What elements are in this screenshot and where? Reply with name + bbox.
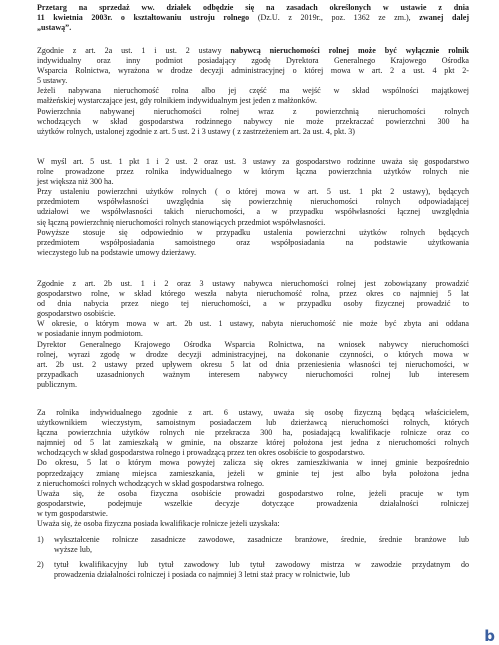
- text-line: małżeńskiej wystarczające jest, gdy rolnikiem indywidualnym jest jeden z małżonków.: [37, 96, 317, 106]
- text-line: wieczystego lub na podstawie umowy dzierżawy.: [37, 247, 197, 257]
- text-line: w posiadanie innym podmiotom.: [37, 329, 143, 339]
- text-line: gospodarstwo rolne, w skład którego weszła nabyta nieruchomość rolna, przez okres co najmniej 5 lat: [37, 289, 469, 299]
- text-line: gospodarstwo osobiście.: [37, 309, 116, 319]
- text-line: prowadzenia działalności rolniczej i posiada co najmniej 3 letni staż pracy w rolnictwie, lub: [54, 570, 350, 580]
- text-line: indywidualny oraz inny podmiot posiadający zgodę Dyrektora Generalnego Krajowego Ośrodka: [37, 56, 469, 66]
- text-line: Powierzchnia nabywanej nieruchomości rolnej wraz z powierzchnią nieruchomości rolnych: [37, 106, 469, 116]
- text-line: użytkownikiem wieczystym, samoistnym posiadaczem lub dzierżawcą nieruchomości rolnych, których: [37, 418, 469, 428]
- text-line: łączna powierzchnia użytków rolnych nie przekracza 300 ha, posiadającą kwalifikacje rolnicze oraz co: [37, 428, 469, 438]
- text-line: publicznym.: [37, 379, 78, 389]
- text-line: poprzedzający zmianę miejsca zamieszkania, jeżeli w gminie tej jest albo była położona jedna: [37, 468, 469, 478]
- text-line: z nieruchomości rolnych wchodzących w skład gospodarstwa rolnego.: [37, 478, 265, 488]
- text-line: jest większa niż 300 ha.: [37, 177, 114, 187]
- text-line: przedmiotem współwłasności uwzględnia się powierzchnię nieruchomości rolnych odpowiadającej: [37, 197, 469, 207]
- text-line: przedmiotem współposiadania samoistnego oraz współposiadania na podstawie użytkowania: [37, 237, 469, 247]
- text-line: wchodzących w skład gospodarstwa rolnego i prowadzącą przez ten okres osobiście to gospodarstwo.: [37, 448, 365, 458]
- text-line: art. 2b ust. 2 ustawy przed upływem okresu 5 lat od dnia przeniesienia własności tej nieruchomości, w: [37, 359, 469, 369]
- list-number: 2): [37, 560, 44, 569]
- text-line: Uważa się, że osoba fizyczna posiada kwalifikacje rolnicze jeżeli uzyskała:: [37, 519, 280, 529]
- text-line: 5 ustawy.: [37, 76, 68, 86]
- text-line: tytuł kwalifikacyjny lub tytuł zawodowy lub tytuł zawodowy mistrza w zawodzie przydatnym do: [54, 560, 469, 569]
- text-line: Uważa się, że osoba fizyczna osobiście prowadzi gospodarstwo rolne, jeżeli pracuje w tym: [37, 488, 469, 498]
- text-line: Powyższe stosuje się odpowiednio w przypadku ustalenia powierzchni użytków rolnych będących: [37, 227, 469, 237]
- text-line: Przetarg na sprzedaż ww. działek odbędzie się na zasadach określonych w ustawie z dnia: [37, 3, 469, 12]
- text-line: Dyrektor Generalnego Krajowego Ośrodka Wsparcia Rolnictwa, na wniosek nabywcy nieruchomości: [37, 339, 469, 349]
- paragraph-obligations: [37, 279, 469, 390]
- text-line: rolne prowadzone przez rolnika indywidualnego w którym łączna powierzchnia użytków rolnych nie: [37, 167, 469, 177]
- text-line: 11 kwietnia 2003r. o kształtowaniu ustroju rolnego (Dz.U. z 2019r., poz. 1362 ze zm.), zwanej dalej: [37, 13, 470, 23]
- text-line: Przy ustaleniu powierzchni użytków rolnych ( o której mowa w art. 5 ust. 1 pkt 2 ustawy), będących: [37, 187, 469, 197]
- text-line: W okresie, o którym mowa w art. 2b ust. 1 ustawy, nabyta nieruchomość nie może być zbyta ani oddana: [37, 319, 469, 329]
- text-line: Zgodnie z art. 2b ust. 1 i 2 oraz 3 ustawy nabywca nieruchomości rolnej jest zobowiązany prowadzić: [37, 279, 469, 288]
- text-line: W myśl art. 5 ust. 1 pkt 1 i 2 ust. 2 oraz ust. 3 ustawy za gospodarstwo rodzinne uważa się gospodarstwo: [37, 157, 469, 166]
- intro-paragraph: [37, 3, 469, 33]
- text-line: udziałowi we współwłasności takich nieruchomości, a w przypadku współwłasności łącznej uwzględnia: [37, 207, 469, 217]
- text-line: użytków rolnych, ustalonej zgodnie z art. 5 ust. 2 i 3 ustawy ( z zastrzeżeniem art. 2a ust. 4, pkt. 3): [37, 126, 355, 136]
- paragraph-individual-farmer: [37, 408, 469, 529]
- text-line: wykształcenie rolnicze zasadnicze zawodowe, zasadnicze branżowe, średnie, średnie branżowe lub: [54, 535, 469, 544]
- text-line: od dnia nabycia przez niego tej nieruchomości, a w przypadku osoby fizycznej prowadzić to: [37, 299, 469, 309]
- text-line: wchodzących w skład gospodarstwa rodzinnego nabywcy nie może przekraczać powierzchni 300 ha: [37, 116, 469, 126]
- corner-mark: b: [484, 626, 495, 645]
- paragraph-eligibility: [37, 46, 469, 137]
- paragraph-family-farm: [37, 157, 469, 258]
- text-line: przypadkach uzasadnionych ważnym interesem nabywcy nieruchomości rolnej lub interesem: [37, 369, 469, 379]
- text-line: Za rolnika indywidualnego zgodnie z art. 6 ustawy, uważa się osobę fizyczną będącą właścicielem,: [37, 408, 469, 417]
- text-line: Wsparcia Rolnictwa, wyrażona w drodze decyzji administracyjnej o której mowa w art. 2 a ust. 4 pkt 2-: [37, 66, 469, 76]
- list-number: 1): [37, 535, 44, 544]
- text-line: rolnej, wyrazi zgodę w drodze decyzji administracyjnej, na dokonanie czynności, o których mowa w: [37, 349, 469, 359]
- text-line: Jeżeli nabywana nieruchomość rolna albo jej część ma wejść w skład wspólności majątkowej: [37, 86, 469, 96]
- text-line: się łączną powierzchnię nieruchomości rolnych stanowiących przedmiot współwłasności.: [37, 217, 326, 227]
- text-line: wyższe lub,: [54, 545, 92, 555]
- text-line: najmniej od 5 lat zamieszkałą w gminie, na obszarze której położona jest jedna z nieruchomości rolnych: [37, 438, 469, 448]
- text-line: „ustawą”.: [37, 23, 72, 33]
- text-line: Do okresu, 5 lat o którym mowa powyżej zalicza się okres zamieszkiwania w innej gminie bezpośrednio: [37, 458, 469, 468]
- text-line: w tym gospodarstwie.: [37, 508, 108, 518]
- text-line: gospodarstwie, podejmuje wszelkie decyzje dotyczące prowadzenia działalności rolniczej: [37, 498, 469, 508]
- text-line: Zgodnie z art. 2a ust. 1 i ust. 2 ustawy nabywcą nieruchomości rolnej może być wyłącznie rolnik: [37, 46, 469, 55]
